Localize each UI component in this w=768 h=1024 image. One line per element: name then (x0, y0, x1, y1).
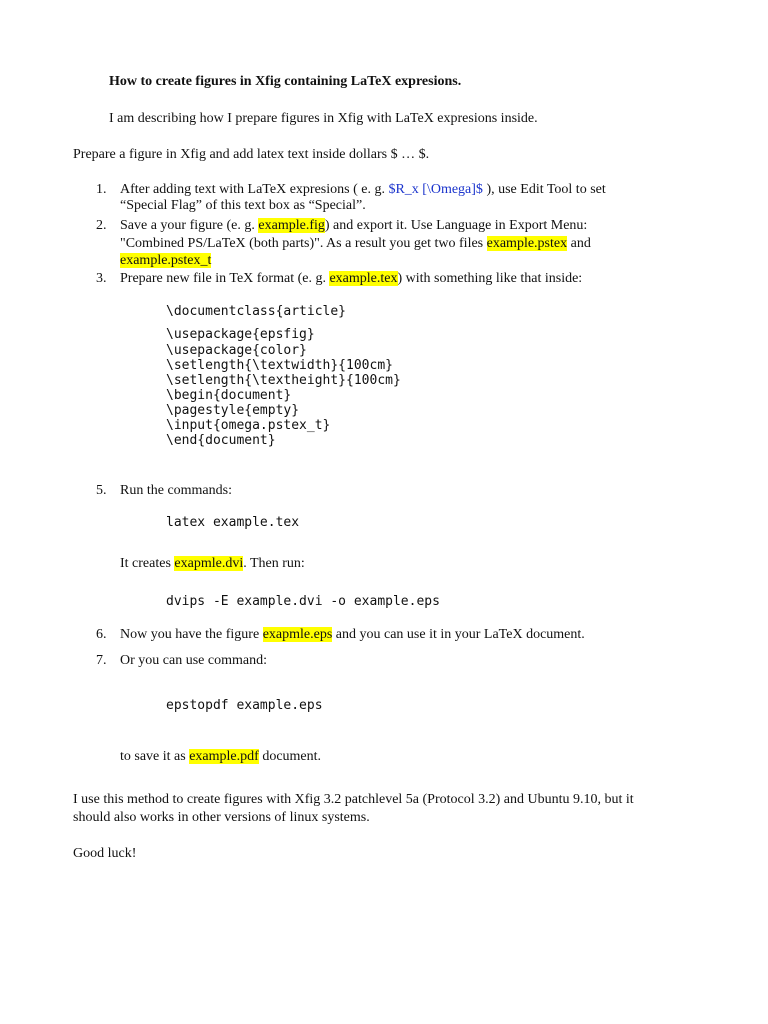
command-latex: latex example.tex (166, 515, 300, 530)
list-item-text: Run the commands: (120, 483, 232, 498)
list-item-text: Or you can use command: (120, 653, 267, 668)
code-line: \pagestyle{empty} (166, 403, 300, 418)
list-item-text: "Combined PS/LaTeX (both parts)". As a result you get two files example.pstex and (120, 236, 591, 251)
highlighted-filename: example.pstex (486, 236, 568, 251)
code-line: \usepackage{color} (166, 343, 307, 358)
command-dvips: dvips -E example.dvi -o example.eps (166, 594, 440, 609)
code-line: \begin{document} (166, 388, 292, 403)
list-number: 5. (96, 483, 107, 498)
highlighted-filename: exapmle.eps (262, 627, 333, 642)
code-line: \end{document} (166, 433, 276, 448)
highlighted-filename: example.pstex_t (120, 253, 212, 268)
method-paragraph-line: should also works in other versions of linux systems. (73, 810, 370, 825)
list-number: 1. (96, 182, 107, 197)
code-line: \setlength{\textheight}{100cm} (166, 373, 401, 388)
creates-paragraph: It creates exapmle.dvi. Then run: (120, 556, 305, 571)
highlighted-filename: exapmle.dvi (174, 556, 244, 571)
latex-expression: $R_x [\Omega]$ (388, 182, 483, 197)
code-line: \setlength{\textwidth}{100cm} (166, 358, 393, 373)
list-item-text: “Special Flag” of this text box as “Special”. (120, 198, 366, 213)
code-line: \usepackage{epsfig} (166, 327, 315, 342)
method-paragraph-line: I use this method to create figures with Xfig 3.2 patchlevel 5a (Protocol 3.2) and Ubuntu 9.10, but it (73, 792, 634, 807)
intro-paragraph: I am describing how I prepare figures in Xfig with LaTeX expresions inside. (109, 111, 538, 126)
code-line: \documentclass{article} (166, 304, 347, 319)
list-item-text: Save a your figure (e. g. example.fig) and export it. Use Language in Export Menu: (120, 218, 588, 233)
command-epstopdf: epstopdf example.eps (166, 698, 323, 713)
highlighted-filename: example.tex (329, 271, 398, 286)
list-number: 6. (96, 627, 107, 642)
prepare-paragraph: Prepare a figure in Xfig and add latex text inside dollars $ … $. (73, 147, 430, 162)
list-number: 2. (96, 218, 107, 233)
save-paragraph: to save it as example.pdf document. (120, 749, 322, 764)
code-line: \input{omega.pstex_t} (166, 418, 331, 433)
page-title: How to create figures in Xfig containing LaTeX expresions. (109, 74, 462, 89)
highlighted-filename: example.fig (258, 218, 325, 233)
list-item-text (120, 253, 211, 268)
list-item-text: After adding text with LaTeX expresions ( e. g. $R_x [\Omega]$ ), use Edit Tool to set (120, 182, 606, 197)
highlighted-filename: example.pdf (189, 749, 259, 764)
list-item-text: Prepare new file in TeX format (e. g. example.tex) with something like that inside: (120, 271, 583, 286)
closing-text: Good luck! (73, 846, 137, 861)
list-item-text: Now you have the figure exapmle.eps and you can use it in your LaTeX document. (120, 627, 585, 642)
list-number: 7. (96, 653, 107, 668)
list-number: 3. (96, 271, 107, 286)
